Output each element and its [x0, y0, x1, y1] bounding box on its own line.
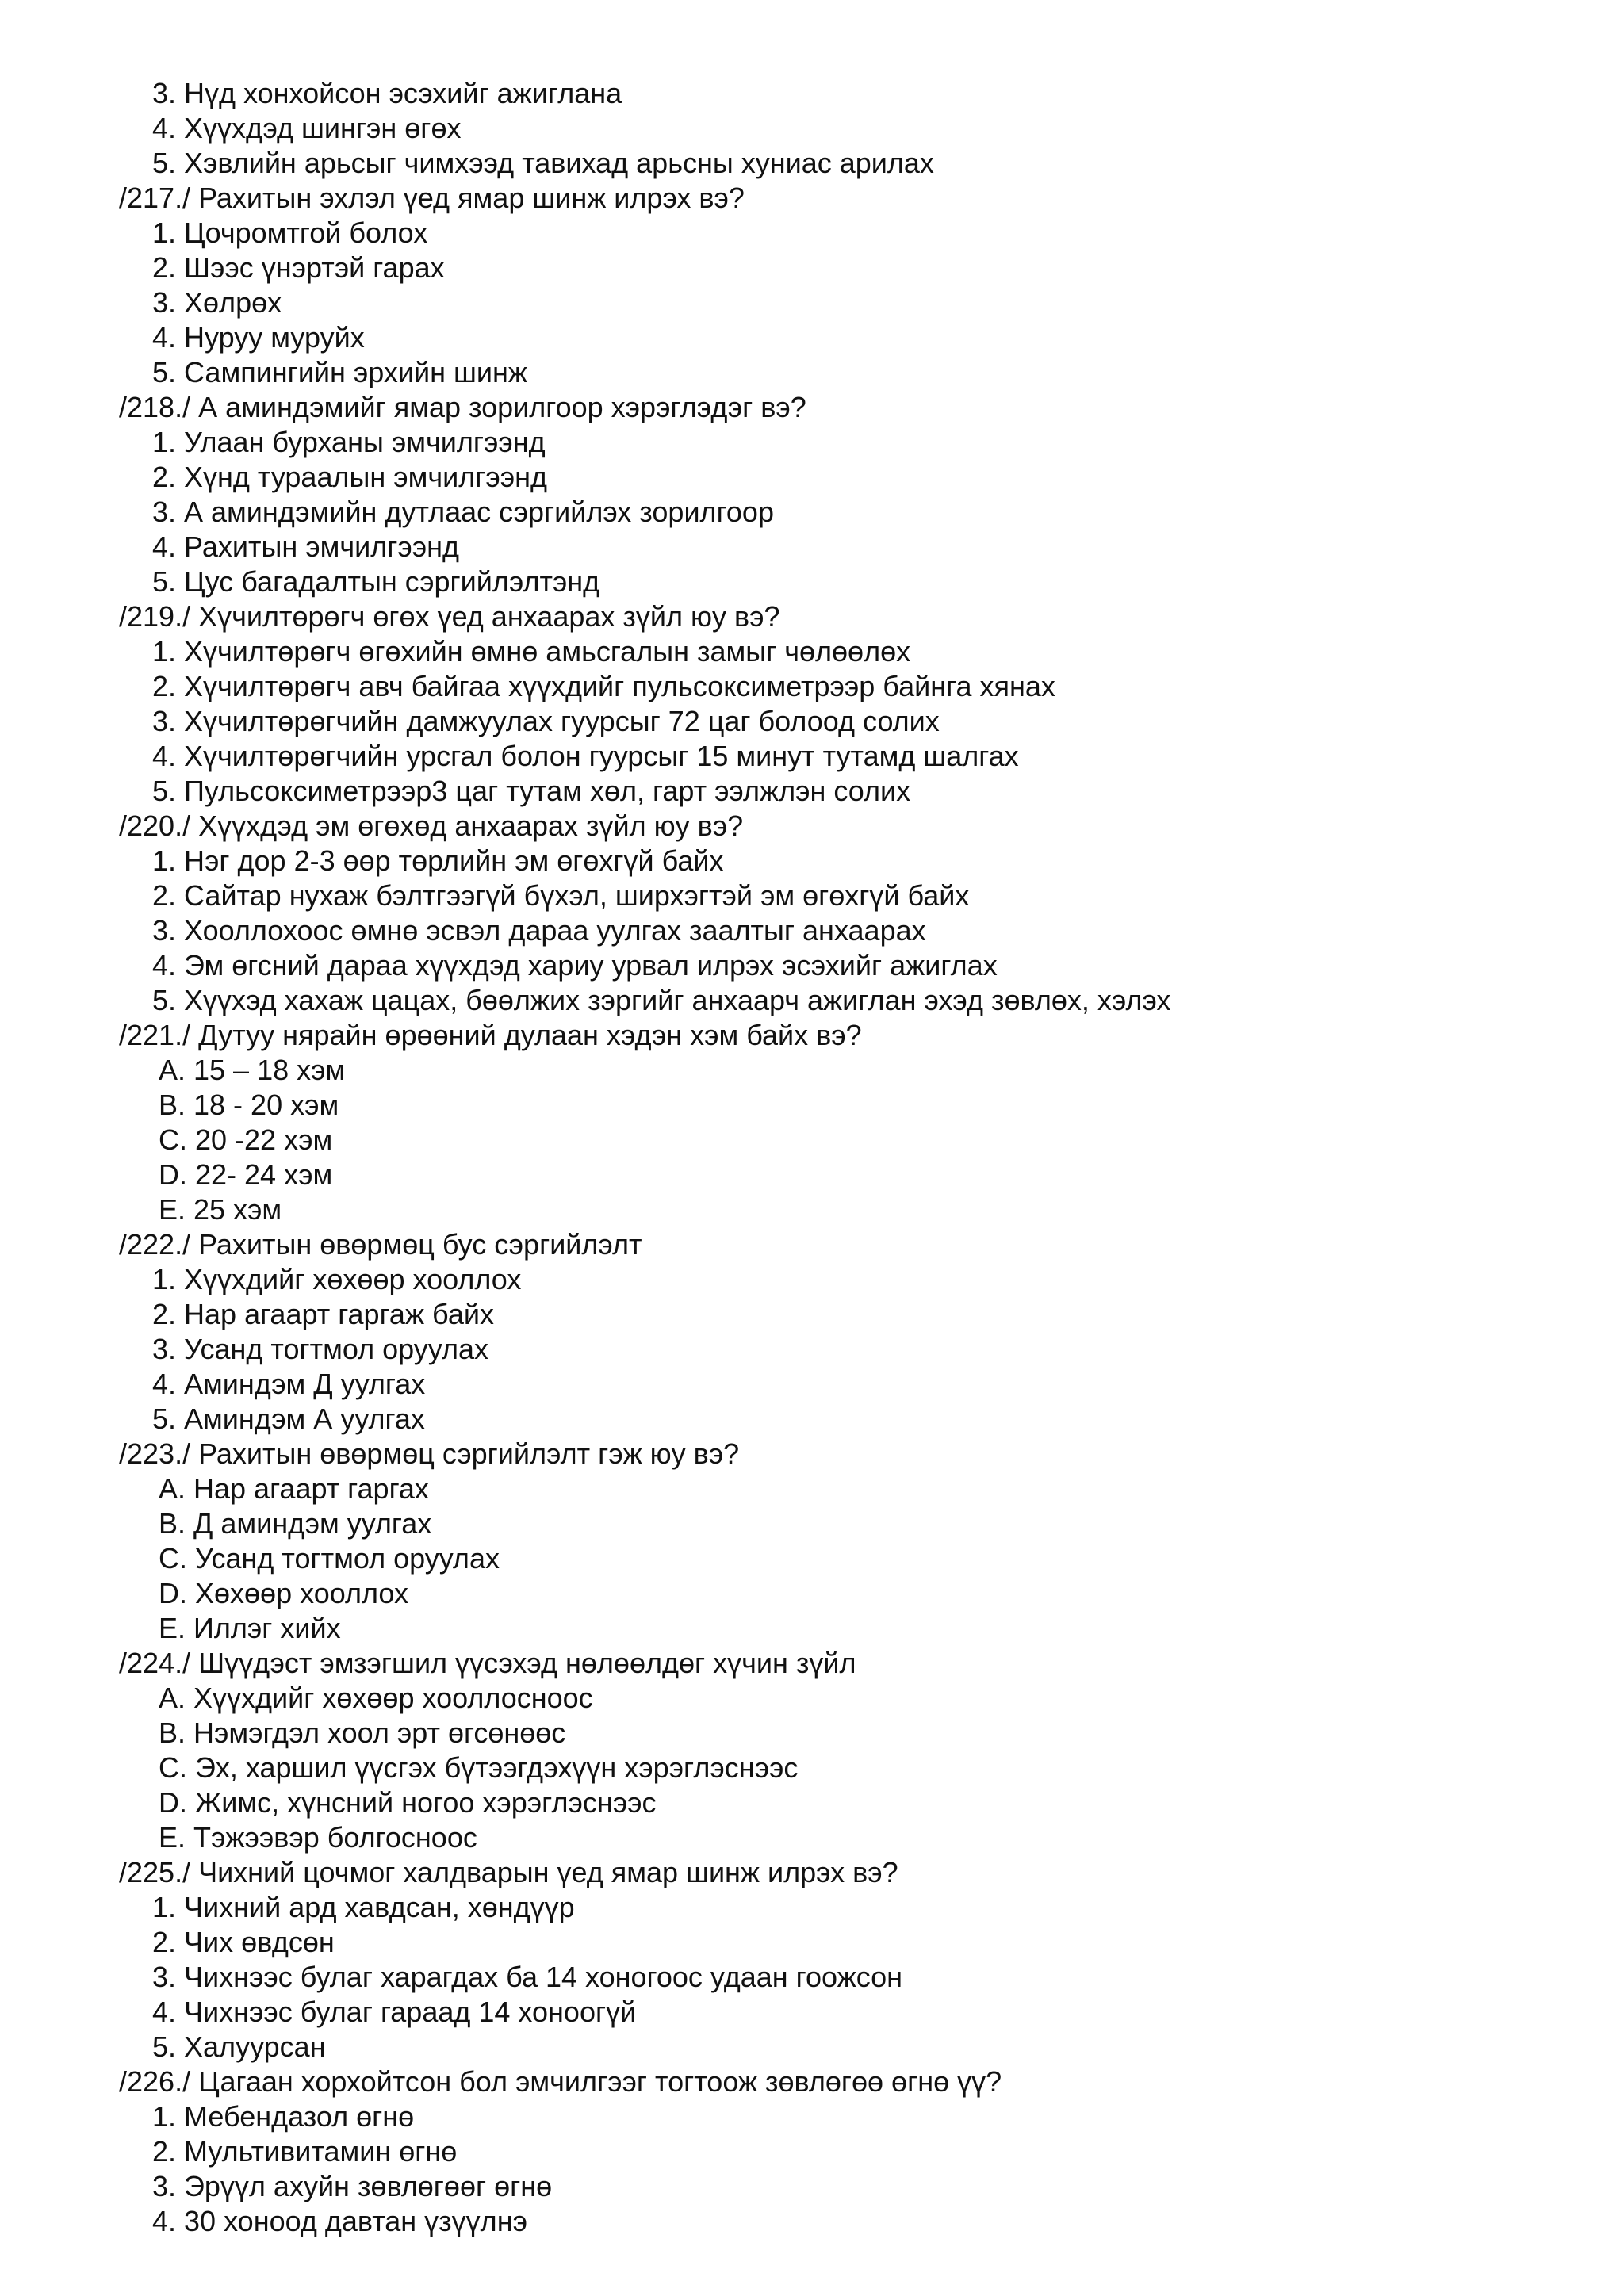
answer-option: B. Д аминдэм уулгах — [159, 1507, 432, 1540]
answer-option: D. Хөхөөр хооллох — [159, 1577, 408, 1609]
question-title: /221./ Дутуу нярайн өрөөний дулаан хэдэн хэм байх вэ? — [119, 1019, 862, 1051]
question-title: /226./ Цагаан хорхойтсон бол эмчилгээг тогтоож зөвлөгөө өгнө үү? — [119, 2065, 1002, 2098]
answer-option: C. Эх, харшил үүсгэх бүтээгдэхүүн хэрэглэснээс — [159, 1751, 799, 1784]
question-list — [119, 76, 1586, 2239]
answer-option: 3. Усанд тогтмол оруулах — [152, 1333, 488, 1365]
answer-option: 2. Хүчилтөрөгч авч байгаа хүүхдийг пульсоксиметрээр байнга хянах — [152, 670, 1055, 702]
answer-option: 3. Чихнээс булаг харагдах ба 14 хоногоос удаан гоожсон — [152, 1961, 903, 1993]
answer-option: 3. Хөлрөх — [152, 286, 282, 319]
question-title: /220./ Хүүхдэд эм өгөхөд анхаарах зүйл юу вэ? — [119, 809, 744, 842]
answer-option: E. 25 хэм — [159, 1193, 282, 1226]
answer-option: 3. Хүчилтөрөгчийн дамжуулах гуурсыг 72 цаг болоод солих — [152, 705, 940, 737]
answer-option: A. Хүүхдийг хөхөөр хооллосноос — [159, 1682, 593, 1714]
answer-option: 5. Сампингийн эрхийн шинж — [152, 356, 527, 388]
answer-option: 5. Цус багадалтын сэргийлэлтэнд — [152, 565, 600, 598]
answer-option: 1. Улаан бурханы эмчилгээнд — [152, 426, 546, 458]
answer-option: 5. Халуурсан — [152, 2030, 326, 2063]
question-title: /219./ Хүчилтөрөгч өгөх үед анхаарах зүйл юу вэ? — [119, 600, 780, 633]
answer-option: 4. Рахитын эмчилгээнд — [152, 530, 459, 563]
answer-option: 4. Аминдэм Д уулгах — [152, 1368, 426, 1400]
answer-option: 1. Хүүхдийг хөхөөр хооллох — [152, 1263, 522, 1295]
answer-option: 4. Хүчилтөрөгчийн урсгал болон гуурсыг 15 минут тутамд шалгах — [152, 740, 1019, 772]
answer-option: 4. Чихнээс булаг гараад 14 хоноогүй — [152, 1996, 637, 2028]
answer-option: C. 20 -22 хэм — [159, 1123, 333, 1156]
answer-option: 4. Хүүхдэд шингэн өгөх — [152, 112, 462, 144]
question-title: /218./ А аминдэмийг ямар зорилгоор хэрэглэдэг вэ? — [119, 391, 806, 423]
answer-option: C. Усанд тогтмол оруулах — [159, 1542, 500, 1575]
answer-option: 2. Мультивитамин өгнө — [152, 2135, 458, 2168]
answer-option: 4. Нуруу муруйх — [152, 321, 365, 354]
answer-option: 1. Мебендазол өгнө — [152, 2100, 415, 2133]
question-title: /225./ Чихний цочмог халдварын үед ямар шинж илрэх вэ? — [119, 1856, 898, 1888]
answer-option: 3. Эрүүл ахуйн зөвлөгөөг өгнө — [152, 2170, 553, 2202]
answer-option: A. Нар агаарт гаргах — [159, 1472, 429, 1505]
answer-option: D. 22- 24 хэм — [159, 1158, 333, 1191]
answer-option: 1. Чихний ард хавдсан, хөндүүр — [152, 1891, 575, 1923]
answer-option: D. Жимс, хүнсний ногоо хэрэглэснээс — [159, 1786, 657, 1819]
answer-option: E. Иллэг хийх — [159, 1612, 341, 1644]
answer-option: 5. Хүүхэд хахаж цацах, бөөлжих зэргийг анхаарч ажиглан эхэд зөвлөх, хэлэх — [152, 984, 1171, 1016]
question-title: /222./ Рахитын өвөрмөц бус сэргийлэлт — [119, 1228, 642, 1261]
answer-option: 1. Цочромтгой болох — [152, 216, 428, 249]
answer-option: 2. Сайтар нухаж бэлтгээгүй бүхэл, ширхэгтэй эм өгөхгүй байх — [152, 879, 970, 912]
answer-option: 2. Чих өвдсөн — [152, 1926, 335, 1958]
answer-option: 2. Хүнд тураалын эмчилгээнд — [152, 461, 547, 493]
answer-option: 3. А аминдэмийн дутлаас сэргийлэх зорилгоор — [152, 496, 774, 528]
answer-option: 5. Пульсоксиметрээр3 цаг тутам хөл, гарт ээлжлэн солих — [152, 775, 911, 807]
answer-option: 3. Нүд хонхойсон эсэхийг ажиглана — [152, 77, 622, 109]
answer-option: 5. Хэвлийн арьсыг чимхээд тавихад арьсны хуниас арилах — [152, 147, 934, 179]
answer-option: 4. Эм өгсний дараа хүүхдэд хариу урвал илрэх эсэхийг ажиглах — [152, 949, 998, 982]
question-title: /223./ Рахитын өвөрмөц сэргийлэлт гэж юу вэ? — [119, 1437, 740, 1470]
answer-option: 1. Хүчилтөрөгч өгөхийн өмнө амьсгалын замыг чөлөөлөх — [152, 635, 911, 668]
answer-option: B. 18 - 20 хэм — [159, 1089, 339, 1121]
answer-option: 5. Аминдэм А уулгах — [152, 1402, 425, 1435]
question-title: /217./ Рахитын эхлэл үед ямар шинж илрэх вэ? — [119, 182, 745, 214]
answer-option: 4. 30 хоноод давтан үзүүлнэ — [152, 2205, 527, 2237]
answer-option: 2. Нар агаарт гаргаж байх — [152, 1298, 494, 1330]
answer-option: E. Тэжээвэр болгосноос — [159, 1821, 477, 1854]
answer-option: 2. Шээс үнэртэй гарах — [152, 251, 445, 284]
answer-option: 1. Нэг дор 2-3 өөр төрлийн эм өгөхгүй байх — [152, 844, 724, 877]
question-title: /224./ Шүүдэст эмзэгшил үүсэхэд нөлөөлдөг хүчин зүйл — [119, 1647, 856, 1679]
answer-option: B. Нэмэгдэл хоол эрт өгсөнөөс — [159, 1716, 566, 1749]
answer-option: 3. Хооллохоос өмнө эсвэл дараа уулгах заалтыг анхаарах — [152, 914, 926, 947]
answer-option: A. 15 – 18 хэм — [159, 1054, 346, 1086]
